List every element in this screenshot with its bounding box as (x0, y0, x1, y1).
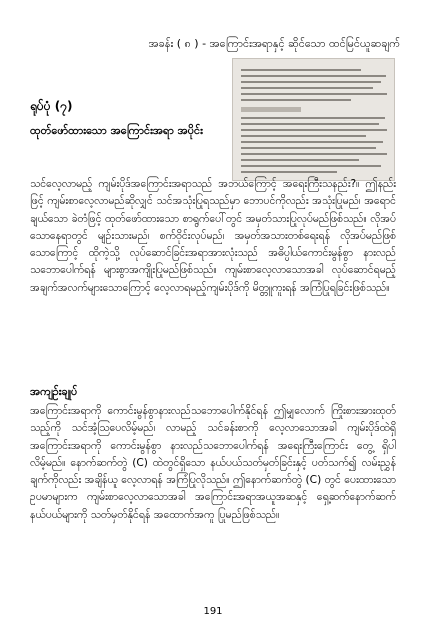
body-paragraph-1: သင်လေ့လာမည့် ကျမ်းပိုဒ်အကြောင်းအရာသည် အဘယ်ကြောင့် အရေးကြီးသနည်း?။ ဤနည်းဖြင့် ကျမ်းစာလေ့လာမည်ဆိုလျှင် သင်အသုံးပြုရသည်မှာ ဘောပင်ကိုလည်း အသုံးပြုမည်၊ အရောင်ချယ်သော ခဲတံဖြင့် ထုတ်ဖော်ထားသော စာရွက်ပေါ်တွင် အမှတ်သားပြုလုပ်မည်ဖြစ်သည်။ လိုအပ်သောနေရာတွင် မျဉ်းသားမည်၊ စက်ဝိုင်းလုပ်မည်၊ အမှတ်အသားတစ်ရေးရန် လိုအပ်မည်ဖြစ်သောကြောင့် ထိုကဲ့သို့ လုပ်ဆောင်ခြင်းအရာအားလုံးသည် အဓိပ္ပါယ်ကောင်းမွန်စွာ နားလည်သဘောပေါက်ရန် များစွာအကျိုးပြုမည်ဖြစ်သည်။ ကျမ်းစာလေ့လာသောအခါ လုပ်ဆောင်ရမည့် အချက်အလက်များသောကြောင့် လေ့လာရမည့်ကျမ်းပိုဒ်ကို မိတ္တူကူးရန် အကြံပြုရခြင်းဖြစ်သည်။ (30, 178, 396, 294)
body-paragraph-2: အကြောင်းအရာကို ကောင်းမွန်စွာနားလည်သဘောပေါက်နိုင်ရန် ဤမျှလောက် ကြိုးစားအားထုတ်သည့်ကို သင်အံ့သြပေလိမ့်မည်၊ လာမည့် သင်ခန်းစာကို လေ့လာသောအခါ ကျမ်းပိုဒ်ထဲရှိအကြောင်းအရာကို ကောင်းမွန်စွာ နားလည်သဘောပေါက်ရန် အရေးကြီးကြောင်း တွေ့ ရှိပါလိမ့်မည်။ နောက်ဆက်တွဲ (C) ထဲတွင်ရှိသော နယ်ပယ်သတ်မှတ်ခြင်းနှင့် ပတ်သက်၍ လမ်းညွှန်ချက်ကိုလည်း အချိန်ယူ လေ့လာရန် အကြံပြုလိုသည်။ ဤနောက်ဆက်တွဲ (C) တွင် ပေးထားသော ဥပမာများက ကျမ်းစာလေ့လာသောအခါ အကြောင်းအရာအယူအဆနှင့် ရှေ့ဆက်နောက်ဆက်နယ်ပယ်များကို သတ်မှတ်နိုင်ရန် အထောက်အကူ ပြုမည်ဖြစ်သည်။ (30, 405, 396, 521)
figure-title: ထုတ်ဖော်ထားသော အကြောင်းအရာ အပိုင်း (30, 124, 203, 137)
page-number: 191 (203, 606, 223, 617)
document-photo (232, 58, 395, 181)
section-heading: အကျဉ်းချုပ် (30, 385, 78, 398)
figure-label: ရုပ်ပုံ (၇) (30, 99, 73, 113)
running-header: အခန်း ( ၈ ) - အကြောင်းအရာနှင့် ဆိုင်သော ထင်မြင်ယူဆချက် (148, 37, 400, 50)
